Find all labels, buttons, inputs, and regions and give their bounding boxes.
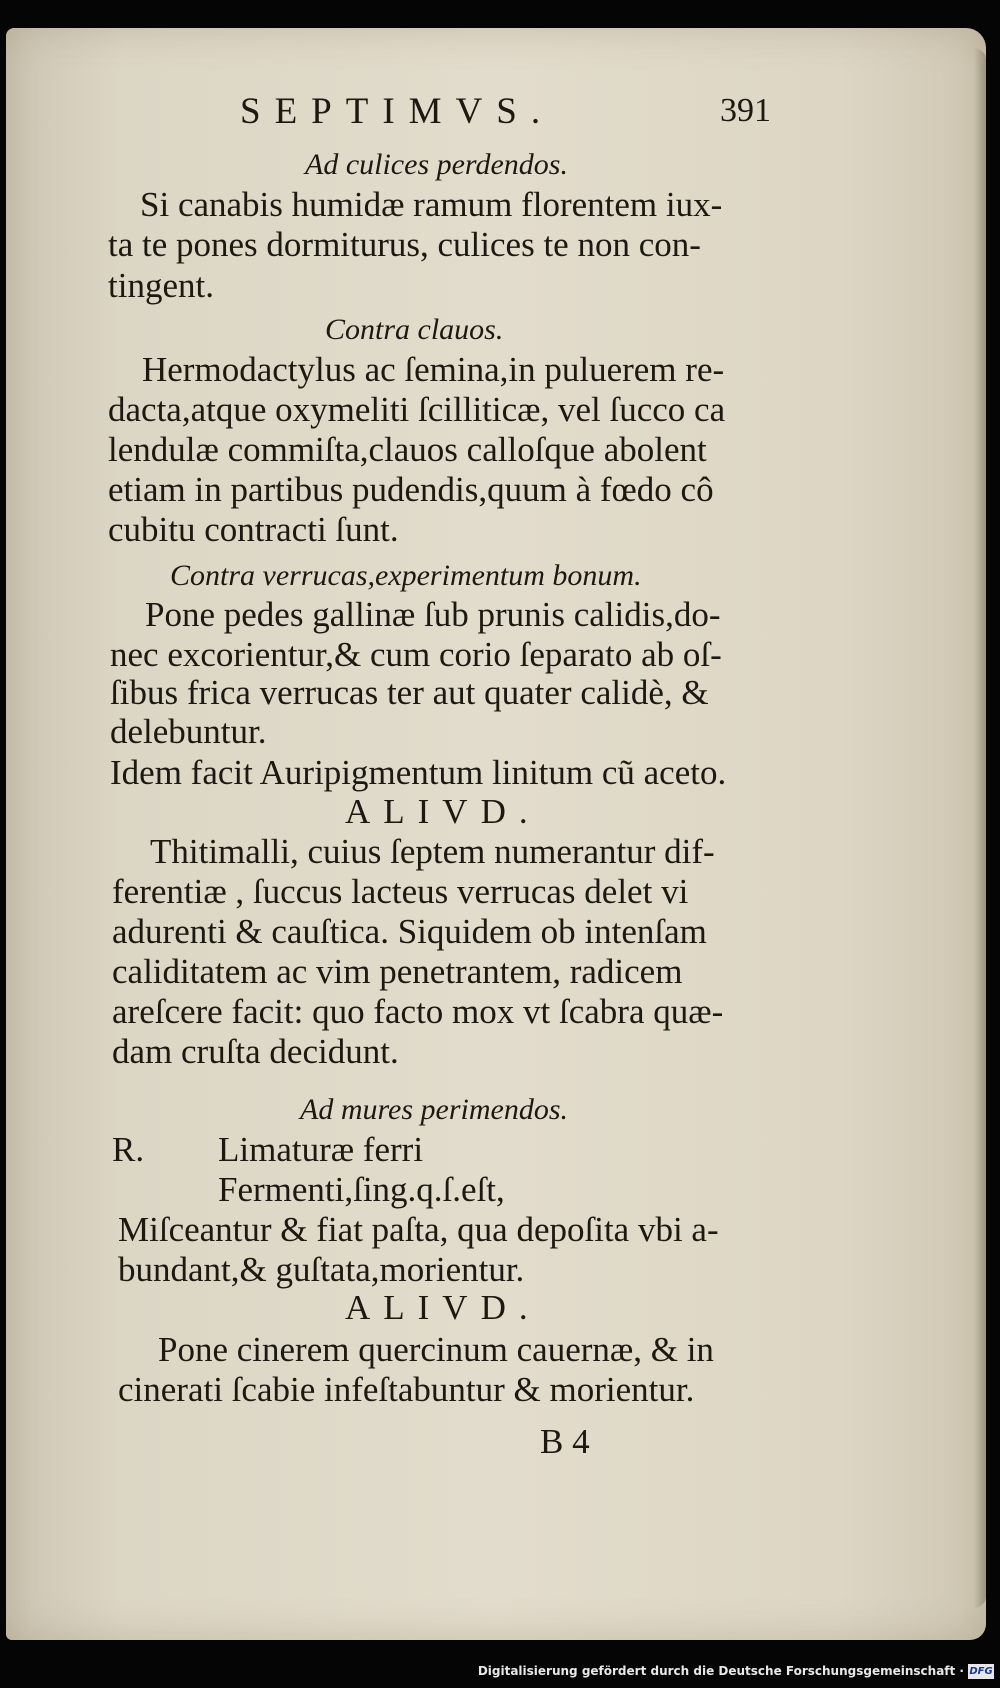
aliud-heading: ALIVD.: [345, 792, 541, 831]
text-line: caliditatem ac vim penetrantem, radicem: [112, 952, 683, 991]
text-line: Hermodactylus ac ſemina,in puluerem re-: [142, 350, 725, 389]
running-head: SEPTIMVS.: [240, 91, 555, 132]
text-line: nec excorientur,& cum corio ſeparato ab oſ-: [110, 635, 722, 674]
text-line: Si canabis humidæ ramum florentem iux-: [140, 185, 723, 224]
text-line: Pone pedes gallinæ ſub prunis calidis,do-: [145, 595, 721, 634]
text-line: lendulæ commiſta,clauos calloſque abolent: [108, 430, 707, 469]
text-line: Pone cinerem quercinum cauernæ, & in: [158, 1330, 714, 1369]
section-heading: Contra clauos.: [325, 313, 504, 346]
text-line: bundant,& guſtata,morientur.: [118, 1250, 525, 1289]
text-line: ta te pones dormiturus, culices te non con-: [108, 225, 701, 264]
text-line: ferentiæ , ſuccus lacteus verrucas delet vi: [112, 872, 689, 911]
section-heading: Ad culices perdendos.: [305, 148, 568, 181]
section-heading: Ad mures perimendos.: [300, 1093, 569, 1126]
text-line: Idem facit Auripigmentum linitum cũ aceto.: [110, 753, 727, 792]
text-line: tingent.: [108, 266, 214, 305]
text-line: Miſceantur & fiat paſta, qua depoſita vbi a-: [118, 1210, 719, 1249]
text-line: Fermenti,ſing.q.ſ.eſt,: [218, 1170, 505, 1209]
text-line: cinerati ſcabie infeſtabuntur & morientur.: [118, 1370, 695, 1409]
page-number: 391: [720, 92, 771, 129]
signature-mark: B 4: [540, 1422, 590, 1461]
text-line: adurenti & cauſtica. Siquidem ob intenſam: [112, 912, 707, 951]
digitization-credit: Digitalisierung gefördert durch die Deutsche Forschungsgemeinschaft ·: [477, 1664, 964, 1678]
text-line: delebuntur.: [110, 712, 267, 751]
aliud-heading: ALIVD.: [345, 1288, 541, 1327]
recipe-symbol: R.: [112, 1130, 145, 1169]
section-heading: Contra verrucas,experimentum bonum.: [170, 559, 642, 592]
text-line: ſibus frica verrucas ter aut quater calidè, &: [110, 673, 709, 712]
text-line: Thitimalli, cuius ſeptem numerantur dif-: [150, 832, 715, 871]
text-line: dam cruſta decidunt.: [112, 1032, 399, 1071]
text-line: etiam in partibus pudendis,quum à fœdo cô: [108, 470, 714, 509]
text-line: Limaturæ ferri: [218, 1130, 424, 1169]
dfg-logo: DFG: [969, 1666, 993, 1677]
text-line: cubitu contracti ſunt.: [108, 510, 399, 549]
text-line: dacta,atque oxymeliti ſcilliticæ, vel ſucco ca: [108, 390, 726, 429]
text-line: areſcere facit: quo facto mox vt ſcabra quæ-: [112, 992, 724, 1031]
